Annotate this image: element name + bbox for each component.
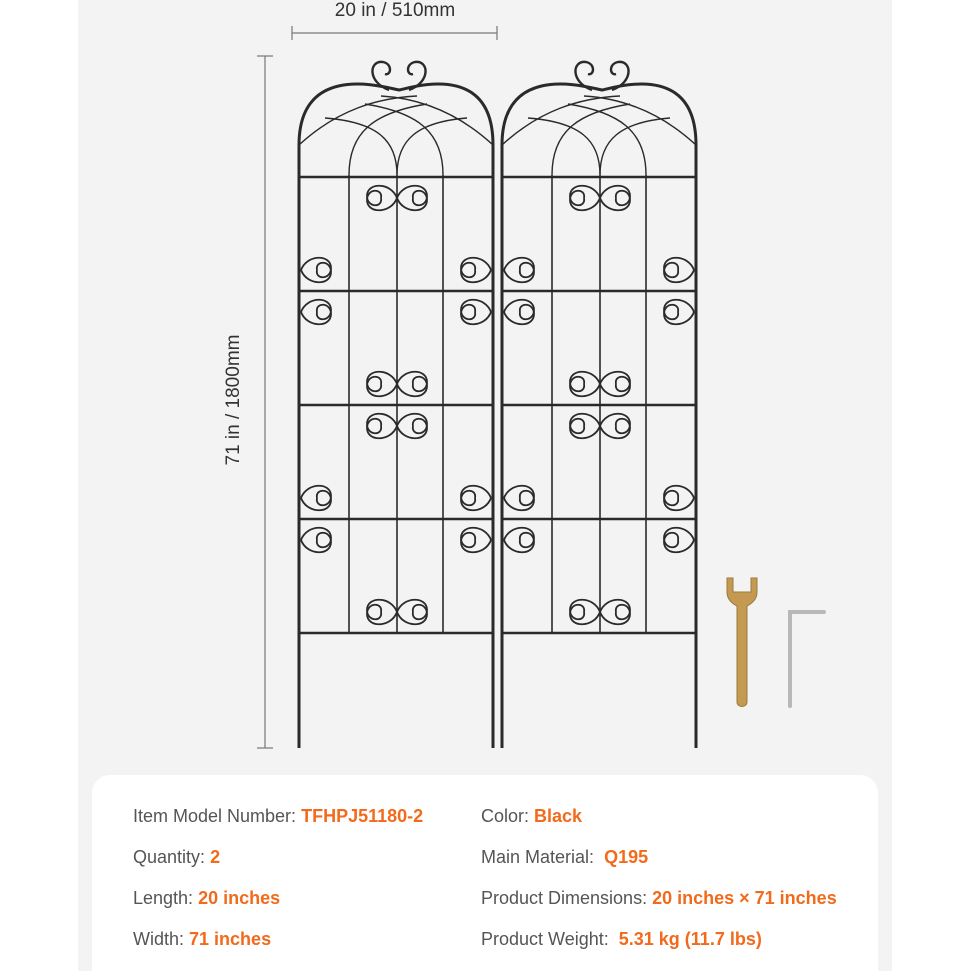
height-dimension-line: [257, 56, 273, 748]
width-dimension-line: [292, 26, 497, 40]
spec-quantity: Quantity: 2: [133, 847, 221, 867]
trellis-panel-right: [502, 62, 696, 748]
spec-length: Length: 20 inches: [133, 888, 281, 908]
spec-dimensions: Product Dimensions: 20 inches × 71 inches: [481, 888, 837, 908]
spec-color: Color: Black: [481, 806, 583, 826]
spec-material: Main Material: Q195: [481, 847, 649, 867]
trellis-panel-left: [299, 62, 493, 748]
spec-width: Width: 71 inches: [133, 929, 272, 949]
spec-weight: Product Weight: 5.31 kg (11.7 lbs): [481, 929, 762, 949]
height-dimension-label: 71 in / 1800mm: [223, 334, 244, 466]
wrench-icon: [727, 578, 757, 707]
spec-model: Item Model Number: TFHPJ51180-2: [133, 806, 424, 826]
allen-key-icon: [790, 612, 824, 706]
width-dimension-label: 20 in / 510mm: [334, 0, 456, 21]
